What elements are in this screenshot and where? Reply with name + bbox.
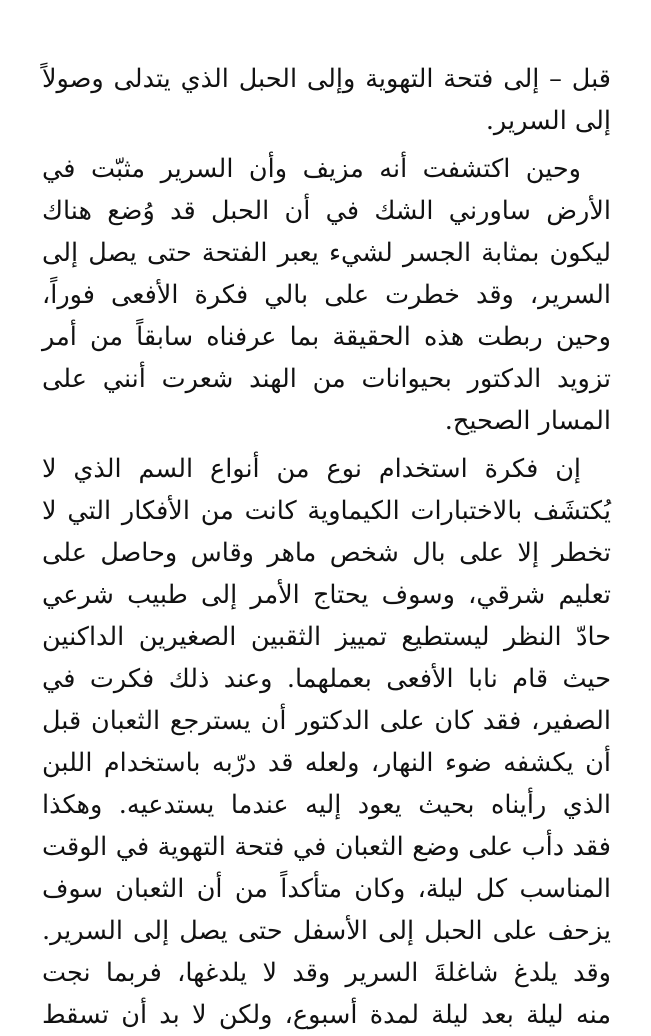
- text-line: السرير، وقد خطرت على بالي فكرة الأفعى فوراً،: [42, 280, 611, 310]
- paragraph-3: [42, 448, 611, 1036]
- text-line: حيث قام نابا الأفعى بعملهما. وعند ذلك فكرت في: [42, 664, 611, 694]
- text-line: منه ليلة بعد ليلة لمدة أسبوع، ولكن لا بد أن تسقط: [42, 1000, 611, 1030]
- text-line: تخطر إلا على بال شخص ماهر وقاس وحاصل على: [42, 538, 611, 568]
- text-line: حادّ النظر ليستطيع تمييز الثقبين الصغيرين الداكنين: [42, 622, 611, 652]
- text-line: وحين اكتشفت أنه مزيف وأن السرير مثبّت في: [42, 154, 581, 184]
- text-line: أن يكشفه ضوء النهار، ولعله قد درّبه باستخدام اللبن: [42, 748, 611, 778]
- text-line: يُكتشَف بالاختبارات الكيماوية كانت من الأفكار التي لا: [42, 496, 611, 526]
- text-line: تزويد الدكتور بحيوانات من الهند شعرت أنني على: [42, 364, 611, 394]
- text-line: إن فكرة استخدام نوع من أنواع السم الذي لا: [42, 454, 581, 484]
- text-line: المناسب كل ليلة، وكان متأكداً من أن الثعبان سوف: [42, 874, 611, 904]
- text-line: الصفير، فقد كان على الدكتور أن يسترجع الثعبان قبل: [42, 706, 611, 736]
- text-line: إلى السرير.: [485, 106, 611, 136]
- text-line: وحين ربطت هذه الحقيقة بما عرفناه سابقاً من أمر: [42, 322, 611, 352]
- text-line: المسار الصحيح.: [444, 406, 611, 436]
- text-line: تعليم شرقي، وسوف يحتاج الأمر إلى طبيب شرعي: [42, 580, 611, 610]
- text-line: قبل – إلى فتحة التهوية وإلى الحبل الذي يتدلى وصولاً: [42, 64, 611, 94]
- text-line: الذي رأيناه بحيث يعود إليه عندما يستدعيه. وهكذا: [42, 790, 611, 820]
- paragraph-2: [42, 148, 611, 442]
- text-line: ليكون بمثابة الجسر لشيء يعبر الفتحة حتى يصل إلى: [42, 238, 611, 268]
- text-line: وقد يلدغ شاغلةَ السرير وقد لا يلدغها، فربما نجت: [42, 958, 611, 988]
- text-line: الأرض ساورني الشك في أن الحبل قد وُضع هناك: [42, 196, 611, 226]
- text-line: يزحف على الحبل إلى الأسفل حتى يصل إلى السرير.: [42, 916, 611, 946]
- paragraph-1: [42, 58, 611, 142]
- text-line: فقد دأب على وضع الثعبان في فتحة التهوية في الوقت: [42, 832, 611, 862]
